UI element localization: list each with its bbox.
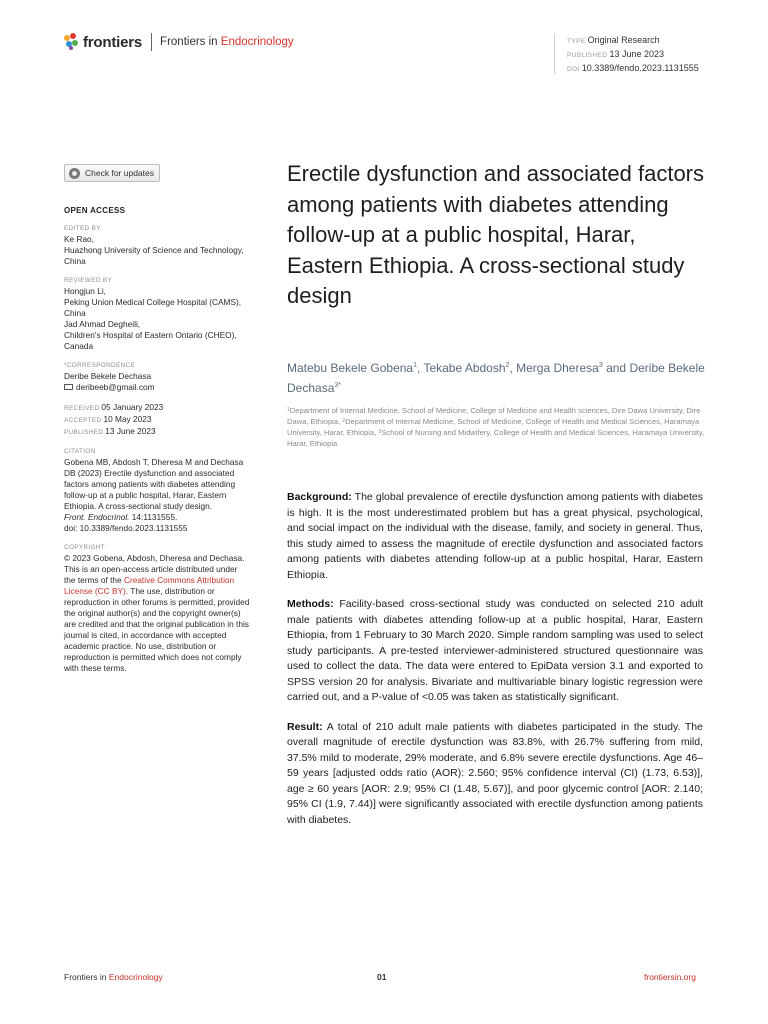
article-type: Original Research xyxy=(587,35,660,45)
reviewed-by-section: REVIEWED BY Hongjun Li, Peking Union Medical College Hospital (CAMS), China Jad Ahmad Degheili, Children's Hospital of Eastern Ontario (CHEO), Canada xyxy=(64,277,242,351)
citation-doi[interactable]: doi: 10.3389/fendo.2023.1131555 xyxy=(64,523,188,533)
abstract-background: Background: The global prevalence of erectile dysfunction among patients with diabetes is high. It is the most underestimated problem but has a great physical, psychological, and social impact on the individual with the disease, family, and society in general. Thus, this study aimed to assess the magnitude of erectile dysfunction and associated factors among patients with diabetes attending follow-up at a public hospital, Harar, Eastern Ethiopia. xyxy=(287,491,703,581)
page-number: 01 xyxy=(377,972,387,982)
copyright-section: COPYRIGHT © 2023 Gobena, Abdosh, Dheresa and Dechasa. This is an open-access article distributed under the terms of the Creative Commons Attribution License (CC BY). The use, distribution or reproduction in other forums is permitted, provided the original author(s) and the copyright owner(s) are credited and that the original publication in this journal is cited, in accordance with accepted academic practice. No use, distribution or reproduction is permitted which does not comply with these terms. xyxy=(64,544,250,673)
mail-icon xyxy=(64,384,73,390)
dates-section: RECEIVED 05 January 2023 ACCEPTED 10 May 2023 PUBLISHED 13 June 2023 xyxy=(64,402,164,436)
author-link[interactable]: Merga Dheresa xyxy=(516,361,599,375)
abstract-methods: Methods: Facility-based cross-sectional study was conducted on selected 210 adult male patients with diabetes attending follow-up at a public hospital, Harar, Eastern Ethiopia, from 1 February to 30 March 2020. Simple random sampling was used to select study participants. A pre-tested interviewer-administered structured questionnaire was used to collect the data. The data were entered to EpiData version 3.1 and exported to SPSS version 20 for analysis. Bivariate and multivariable binary logistic regression were carried out, and a P-value of <0.05 was taken as statistically significant. xyxy=(287,598,704,703)
check-updates-icon xyxy=(69,168,80,179)
affiliations: $^1$Department of Internal Medicine, School of Medicine, College of Medicine and Health sciences, Dire Dawa University, Dire Dawa, Ethiopia, $^2$Department of Internal Medicine, School of Medicine, College of Health and Medical Sciences, Haramaya University, Harar, Ethiopia, $^3$School of Nursing and Midwifery, College of Health and Medical Sciences, Haramaya University, Harar, Ethiopia xyxy=(287,406,705,449)
published-date: 13 June 2023 xyxy=(609,49,665,59)
sidebar xyxy=(64,206,250,683)
footer-journal[interactable]: Frontiers in Endocrinology xyxy=(64,972,163,982)
journal-brand xyxy=(64,33,294,51)
citation-section: CITATION Gobena MB, Abdosh T, Dheresa M and Dechasa DB (2023) Erectile dysfunction and associated factors among patients with diabetes attending follow-up at a public hospital, Harar, Eastern Ethiopia. A cross-sectional study design. Front. Endocrinol. 14:1131555. doi: 10.3389/fendo.2023.1131555 xyxy=(64,448,244,533)
article-meta: TYPE Original Research PUBLISHED 13 June 2023 DOI 10.3389/fendo.2023.1131555 xyxy=(554,34,699,74)
author-link[interactable]: Matebu Bekele Gobena xyxy=(287,361,414,375)
check-for-updates-button[interactable]: Check for updates xyxy=(64,164,160,182)
abstract xyxy=(287,490,703,842)
article-title: Erectile dysfunction and associated factors among patients with diabetes attending follow-up at a public hospital, Harar, Eastern Ethiopia. A cross-sectional study design xyxy=(287,161,705,308)
correspondence-section: *CORRESPONDENCE Deribe Bekele Dechasa deribeeb@gmail.com xyxy=(64,362,155,392)
edited-by-section: EDITED BY Ke Rao, Huazhong University of Science and Technology, China xyxy=(64,225,244,266)
doi-link[interactable]: 10.3389/fendo.2023.1131555 xyxy=(581,63,699,73)
abstract-result: Result: A total of 210 adult male patients with diabetes participated in the study. The overall magnitude of erectile dysfunction was 83.8%, with 26.7% suffering from mild, 37.5% mild to moderate, 29% moderate, and 6.8% severe erectile dysfunctions. Age 46–59 years [adjusted odds ratio (AOR): 2.560; 95% confidence interval (CI) (1.73, 6.53)], age ≥ 60 years [AOR: 2.9; 95% CI (1.48, 5.67)], and poor glycemic control [AOR: 2.140; 95% CI (1.9, 7.44)] were significantly associated with erectile dysfunction among patients with diabetes. xyxy=(287,720,703,826)
frontiers-wordmark[interactable]: frontiers xyxy=(83,33,143,51)
brand-divider xyxy=(151,33,152,51)
license-link[interactable]: Creative Commons Attribution License (CC BY). xyxy=(64,575,235,596)
author-link[interactable]: Deribe Bekele Dechasa xyxy=(287,361,705,395)
author-link[interactable]: Tekabe Abdosh xyxy=(423,361,506,375)
open-access-label: OPEN ACCESS xyxy=(64,206,126,215)
journal-name[interactable]: Frontiers in Endocrinology xyxy=(160,36,294,48)
email-link[interactable]: deribeeb@gmail.com xyxy=(76,382,155,392)
footer-site-link[interactable]: frontiersin.org xyxy=(644,972,696,982)
author-list: Matebu Bekele Gobena$^1$, Tekabe Abdosh$^2$, Merga Dheresa$^3$ and Deribe Bekele Dechasa$^{3*}$ xyxy=(287,361,705,395)
frontiers-logo-icon xyxy=(64,33,79,51)
